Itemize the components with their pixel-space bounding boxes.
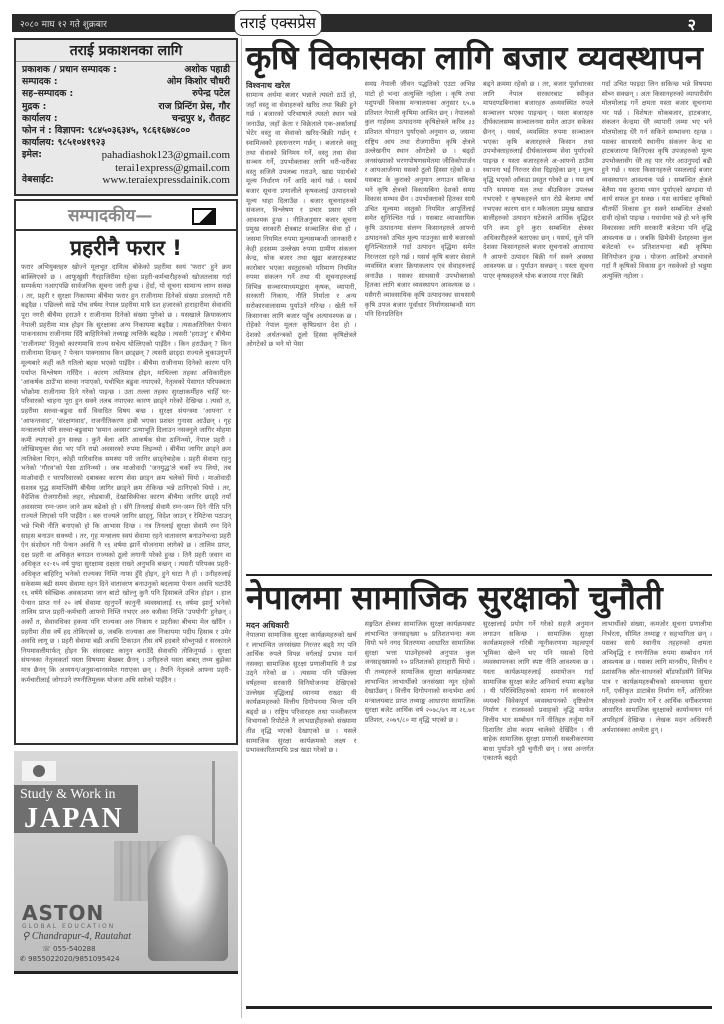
info-row [22,113,230,125]
ad-phone-2: ✆ 9855022020/9851095424 [20,955,120,963]
page-number: २ [687,15,696,34]
article-column [483,620,594,992]
info-label: सम्पादक : [22,76,58,88]
info-row [22,64,230,76]
page-header-bar [12,14,712,32]
website-row [22,174,230,186]
article-text: सुरक्षालाई प्रयोग गर्ने गरेको सहजै अनुमान लगाउन सकिन्छ । सामाजिक सुरक्षा कार्यक्रमहरुले गरिबी न्यूनीकरणमा महत्वपूर्ण भूमिका खेल्ने भए पनि यसको दिगो व्यवस्थापनका लागि स्पष्ट नीति आवश्यक छ । यस्ता कार्यक्रमहरुलाई समायोजन गर्दा सामाजिक सुरक्षा बजेट अनिवार्य रुपमा बढ्नेछ । यी परिस्थितिहरुको सामना गर्न सरकारले व्ययको विवेकपूर्ण व्यवस्थापनको दृष्टिकोण निर्माण र राजस्वको प्रवाहको वृद्धि मार्फत वित्तीय भार सम्बोधन गर्ने नीतिहरु तर्जुमा गर्ने दिशातिर ठोस कदम चालेको देखिँदैन । यी बाहेक सामाजिक सुरक्षा प्रणाली सबलीकरणमा बाधा पुर्याउने थुप्रै चुनौती छन् । जस अन्तर्गत एकातर्फ बढ्दो [483,620,594,763]
publisher-info-title: तराई प्रकाशनका लागि [16,42,236,62]
page-bottom-rule [246,1006,712,1009]
article-text: बढ्ने क्रममा रहेको छ । तर, बजार पूर्वाधारका लागि नेपाल सरकारबाट स्वीकृत मापदण्डबिनाका बजारहरु अव्यवस्थित रुपले सञ्चालन भएका पाइन्छन् । यस्ता बजारहरु दीर्घकालसम्म सञ्चालनमा समेत आउन सकेका छैनन् । यसर्थ, व्यवस्थित रुपमा सञ्चालन भएका कृषि बजारहरुले किसान तथा उपभोक्ताहरुलाई दीर्घकालसम्म सेवा पुर्याएको पाइन्छ र यस्ता बजारहरुले अ-आफ्नो ठाउँमा स्थापना भई निरन्तर सेवा दिइरहेका छन् । मूल्य वृद्धि भएको आँकडा प्रस्तुत गरेको छ । यस वर्ष पनि समयमा मल तथा बीउबिजन उपलब्ध नभएको र कृषकहरुले धान रोप्ने बेलामा वर्षा नभएका कारण धान र मकैजस्ता प्रमुख खाद्यान्न बालीहरुको उत्पादन घटेकाले आर्थिक वृद्धिदर पनि कम हुने कुरा सम्बन्धित क्षेत्रका अधिकारीहरुले बताएका छन् । यसर्थ, धुले पनि देशका किसानहरुले बजार सूचनाको आधारमा नै आफ्नो उत्पादन बिक्री गर्न सक्ने अवस्था आवश्यक छ । पुर्याउन सक्छन् । यस्ता सूचना पाएर कृषकहरुले थोक बजारमा गएर बिक्री [483,80,594,280]
article-column [365,80,476,568]
ad-brand-sub: GLOBAL EDUCATION [22,923,116,930]
pen-paper-icon [192,208,216,225]
article-text: सामान्य अर्थमा बजार भन्नाले त्यस्तो ठाउँ हो, जहाँ वस्तु वा सेवाहरुको खरिद तथा बिक्री हुने गर्छ । बजारको परिभाषाले त्यस्तो स्थान भन्ने जनाउँछ, जहाँ क्रेता र विक्रेताले एक-अर्कालाई भेटेर वस्तु वा सेवाको खरिद-बिक्री गर्छन् र स्वामित्वको हस्तान्तरण गर्छन् । बजारले वस्तु तथा सेवाको विनिमय गर्ने, वस्तु तथा सेवा सञ्चय गर्ने, उपभोक्ताका लागि थरी-थरीका वस्तु सजिलै उपलब्ध गराउने, खाद्य पदार्थको मूल्य निर्धारण गर्ने आदि कार्य गर्छ । यसर्थ बजार सूचना प्रणालीले कृषकलाई उत्पादनको मूल्य थाहा दिलाउँछ । बजार सूचनाहरुको संकलन, विश्लेषण र प्रचार प्रसार पनि आवश्यक हुन्छ । नीतिअनुसार बजार सूचना प्रमुख सरकारी क्षेत्रबाट सञ्चालित सेवा हो । जसमा नियमित रुपमा मूल्यसम्बन्धी जानकारी र केही हदसम्म उल्लेख्य रुपमा ग्रामीण संकलन केन्द्र, थोक बजार तथा खुद्रा बजारहरुबाट कारोबार भएका वस्तुहरुको परिमाण नियमित रुपमा संकलन गर्ने तथा यी सूचनाहरुलाई विभिन्न सञ्चारमाध्यमद्वारा कृषक, व्यापारी, सरकारी निकाय, नीति निर्माता र अन्य सरोकारवालासम्म पुर्याउने गरिन्छ । खेती गर्ने किसानका लागि बजार पहुँच अत्यावश्यक छ । रोहेको नेपाल मूलतः कृषिप्रधान देश हो । देशको अर्थतन्त्रको ठूलो हिस्सा कृषिक्षेत्रले ओगटेको छ भने यो पेसा [246,91,357,349]
info-row [22,88,230,100]
email-link[interactable]: terai1express@gmail.com [115,161,230,174]
info-row [22,101,230,113]
info-value: चन्द्रपुर ४, रौतहट [171,112,230,124]
article-column [365,620,476,992]
website-link[interactable]: www.teraiexpressdainik.com [102,173,230,186]
email-label: इमेल: [22,149,42,161]
phone-text: फोन नं : विज्ञापन: ९८४५०३६३४५, ९८६१६७४८०० [22,125,191,137]
info-value: अशोक पहाडी [184,64,230,75]
email-link[interactable]: pahadiashok123@gmail.com [101,149,230,162]
ad-line2: JAPAN [24,803,124,834]
article-column [246,620,357,992]
article-column [602,620,713,992]
column-divider [241,38,242,1018]
article-headline: कृषि विकासका लागि बजार व्यवस्थापन [246,38,703,77]
ad-address: ⚲ Chandrapur-4, Rautahat [22,931,132,942]
article-text: लाभार्थीको संख्या, कमजोर सूचना प्रणालीमा निर्भरता, सीमित तथ्याङ्क र सहभागिता छन् । यसका साथै स्थानीय तहहरुको क्षमता अभिवृद्धि र रणनीतिक रुपमा सम्बोधन गर्न आवश्यक छ । यसका लागि मानवीय, वित्तीय र प्रशासनिक स्रोत-साधनको बाँडफाँडसँगै विभिन्न पात्र र कार्यक्रमहरुबीचको समन्वयमा सुधार गर्ने, एकीकृत डाटाबेस निर्माण गर्ने, अतिरिक्त स्रोतहरुको उपयोग गर्ने र आर्थिक वर्गीकरणमा आधारित सामाजिक सुरक्षाको कार्यान्वयन गर्न अपरिहार्य देखिन्छ । लेखक मदन अधिकारी अर्थशास्त्रका अध्येता हुन् । [601,620,712,734]
ad-line1: Study & Work in [20,787,116,802]
article-text: गर्दा उचित फाइदा लिन सकिन्छ भन्ने विषयमा सोच्न सक्छन् । अतः किसानहरुको व्यापारीसँग मोलमोलाइ गर्ने क्षमता यस्ता बजार सूचनामा भर पर्छ । विशेषतः थोकबजार, हाटबजार, संकलन केन्द्रमा धेरै व्यापारी जम्मा भए भने मोलमोलाइ धेरै गर्न सकिने सम्भावना रहन्छ । यसका साथसाथै स्थानीय संकलन केन्द्र वा हाटबजारमा किनिएका कृषि उपजहरुको मूल्य उपभोक्तासँग धेरै तह पार गरेर आउनुपर्दा बढी हुने गर्छ । यस्ता किसानहरुले पसललाई बजार व्यवस्थापन आवश्यक पर्छ । सम्बन्धित क्षेत्रले बेलैमा यस कुरामा ध्यान पुर्याएको खण्डमा यो कार्य सफल हुन सक्छ । यस कार्यबाट कृषिको चौतर्फी विकास हुन सक्ने सम्बन्धित क्षेत्रको दावी रहेको पाइन्छ । यथार्थमा भन्ने हो भने कृषि विकासका लागि सरकारी बजेटमा पनि वृद्धि आवश्यक छ । जबकि छिमेकी देशहरुमा कुल बजेटको १० प्रतिशतभन्दा बढी कृषिमा विनियोजन हुन्छ । योजना आदिको अभावले गर्दा नै कृषिको विकास हुन नसकेको हो भन्नुमा अत्युक्ति नहोला । [601,80,712,280]
article-separator [246,574,712,576]
info-label: मुद्रक : [22,100,47,112]
publisher-info-box [14,38,238,196]
article-column [483,80,594,568]
editorial-headline: प्रहरीनै फरार ! [70,236,182,260]
website-label: वेबसाईट: [22,173,54,185]
info-value: रुपेन्द्र पटेल [192,88,230,100]
article-social-security [246,578,712,992]
ad-address-text: Chandrapur-4, Rautahat [31,931,132,942]
editorial-body: फरार अभियुक्तहरु खोज्ने मूलभूत दायित्व बोकेको प्रहरीमा स्वयं 'फरार' हुने क्रम बाक्लिएको छ । आफूखुसी गैरहाजिरीमा रहेका प्रहरी-कर्मचारीहरुको खोजतलास गर्दा सम्पर्कमा नआएपछि सार्वजनिक सूचना जारी हुन्छ । हेर्दा, यो सूचना सामान्य लाग्न सक्छ । तर, प्रहरी र सुरक्षा निकायमा बीचैमा फरार हुन राजीनामा दिनेको संख्या डरलाग्दो गरी बढ्दैछ । पछिल्लो साढे पाँच वर्षमा नेपाल प्रहरीमा मात्रै दश हजारको हाराहारीमा सेवावधि पूरा नगरी बीचैमा हराउने र राजीनामा दिनेको संख्या पुगेको छ । यसखाले क्रियाकलाप नेपाली प्रहरीमा मात्र होइन कि सुरक्षाका अन्य निकायमा बढ्दैछ । त्यसअतिरिक्त पेन्सन पाकनासाथ राजीनामा दिँदै बाहिरिनेको तथ्याङ्क त्यत्तिकै बढ्दैछ । त्यसरी 'हराउनु' र बीचैमा 'राजीनामा' दिनुको कारणमाथि राज्य सचेत्य घोत्लिएको पाइँदैन । किन हराउँछन् ? किन राजीनामा दिन्छन् ? पेन्सन पाक्नासाथ किन छाड्छन् ? त्यसरी छाड्दा राज्यले चुकाउनुपर्ने मूल्यबारे कहीं कतै गतिलो बहस भएको पाइँदैन । बीचैमा राजीनामा दिनेको कारण पनि पर्याप्त विश्लेषण गरिँदैन । कारण त्यतिमात्र होइन, माथिल्ला तहका अधिकारीहरु 'आकर्षक ठाउँ'मा सरुवा नपाएको, यथोचित बढुवा नपाएको, नेतृत्वको पेसागत परिपक्वता भोक्रोमा राजीनामा दिने गरेको पाइन्छ । उता तल्ला तहका सुरक्षाकर्मीहरु चाहिँ घर-परिवारको चाहना पूरा हुन सक्ने तलब नपाएका कारण छाड्ने गरेको देखिन्छ । त्यसो त, प्रहरीमा सरुवा-बढुवा सधैं विवादित विषय बन्छ । सुरक्षा संयन्त्रमा 'आफ्ना' र 'आफन्तवाद', 'संरक्षणवाद', राजनीतिकरण हाबी भएका प्रशस्त गुनासा आउँछन् । गृह मन्त्रालयले पनि सरुवा-बढुवामा 'समान अवसर' प्रत्याभूति दिलाउन नसक्नुले जागिर मोहमा कमी ल्याएको हुन सक्छ । कुनै बेला अति आकर्षक सेवा ठानिन्थ्यो, नेपाल प्रहरी । जोखिमयुक्त सेवा भए पनि राम्रो अवसरको रुपमा लिइन्थ्यो । बीचैमा जागिर छाड्ने क्रम त्यतिबेला थिएन, कोही पारिवारिक समस्या परी जागिर छाड्नेबाहेक । प्रहरी सेवामा रहनु भनेको 'गौरव'को पेसा ठानिन्थ्यो । जब माओवादी 'जनयुद्ध'ले चर्को रुप लियो, तब माओवादी र घरपरिवारको दबाबका कारण सेवा छाड्न क्रम चलेको थियो । माओवादी सशस्त्र युद्ध समाप्तिसँगै बीचैमा जागिर छाड्ने क्रम रोकिन्छ भन्ने ठानिएको थियो । तर, वैदेशिक रोजगारीको लहर, लोडबाजी, देखासिकीका कारण बीचैमा जागिर छाड्दै नयाँ अवसरमा रम्न-जम्न जाने क्रम बढेको हो । सँगै तिनलाई सेवामै रम्न-जम्न दिने नीति पनि राज्यले लिएको पनि पाइँदैन । बरु राज्यले जागिर छाड्नु, विदेश जाउन् र रेमिटेन्स पठाउन् भन्ने भित्री नीति बनाएको हो कि आभास दिन्छ । नत्र तिनलाई सुरक्षा सेवामै रम्न दिने साहस बनाउन सक्थ्यो । तर, गृह मन्त्रालय स्वयं सेवामा रहने वातावरण बनाउनेभन्दा प्रहरी ऐन संशोधन गरी पेन्सन अवधि नै १६ वर्षमा झार्ने योजनामा लागेको छ । तालिम प्राप्त, दक्ष प्रहरी वा अधिकृत बनाउन राज्यको ठूलो लगानी परेको हुन्छ । तिनै प्रहरी जवान वा अधिकृत १२-१५ वर्ष पुग्दा सुरक्षामा दक्षता राख्ने अनुभवि बन्छन् । त्यसरी परिपक्व प्रहरी-अधिकृत बाहिरिनु भनेको राज्यका निम्ति नाफा हुँदै होइन, हुने घाटा नै हो । उनीहरुलाई सकेसम्म बढी समय सेवामा रहन दिने वातावरण बनाउनुको बदलामा पेन्सन अवधि घटाउँदै १६ वर्षमै स्वेच्छिक अवकाशमा जान बाटो खोल्नु कुनै पनि हिसाबले उचित होइन । हाल पेन्सन प्राप्त गर्न २० वर्ष सेवामा रहनुपर्ने कानुनी व्यवस्थालाई १६ वर्षमा झार्नु भनेको तालिम प्राप्त प्रहरी-कर्मचारी आफ्नो निम्ति नभएर अरु कसैका निम्ति 'उपयोगी' हुनेछन् । अर्को त, सेवावधिका हकमा पनि राज्यका अरु निकाय र प्रहरीका बीचमा मेल खाँदैन । प्रहरीमा तीस वर्षे हद तोकिएको छ, जबकि राज्यका अरु निकायमा पदीय हिसाब र उमेर अवधि लागू छ । प्रहरी सेवामा बढी अवधि टिकाउन तीस वर्षे हदबारे सोच्नुपर्छ र सरकारले नियमावलीमार्फत् होइन कि संसदबाट कानुन बनाउँदै सेवावधि तोकिनुपर्छ । सुरक्षा संयन्त्रका नेतृत्वकर्ता यस्ता विषयमा बेखबर छैनन् । उनीहरुले यस्ता बाबत् तथ्य बुझेका मात्र छैनन् कि अध्ययन/अनुसन्धानसमेत गराएका छन् । तैपनि नेतृत्वले आफ्ना प्रहरी-कर्मचारीलाई जोगाउने रणनीतिमूलक योजना अघि सारेको पाइँदैन । [21,263,231,684]
ad-phone-1-text: 055-540288 [52,945,96,953]
article-text: नेपालमा सामाजिक सुरक्षा कार्यक्रमहरुको खर्च र लाभान्वित जनसंख्या निरन्तर बढ्दै गए पनि आर्थिक रुपले विपन्न वर्गलाई प्रभाव पार्न नसक्दा सामाजिक सुरक्षा प्रणालीमाथि नै प्रश्न उठ्ने गरेको छ । त्यसमा पनि पछिल्ला वर्षहरुमा सरकारी विनियोजनमा देखिएको उल्लेख्य वृद्धिलाई ध्यानमा राख्दा यी कार्यक्रमहरुको वित्तीय दिगोपनमा चिन्ता पनि बढ्दो छ । राष्ट्रिय परिवारहरु तथा पञ्जीकरण विभागको रिपोर्टले नै लाभग्राहीहरुको संख्यामा तीव्र वृद्धि भएको देखाएको छ । यसले सामाजिक सुरक्षा कार्यक्रमको लक्ष्य र प्रभावकारितामाथि प्रश्न खडा गरेको छ । [246,631,357,755]
ad-brand-logo: ASTON [22,901,105,925]
article-text: समग्र नेपाली जीवन पद्धतिको एउटा अभिन्न पाटो हो भन्दा अत्युक्ति नहोला । कृषि तथा पशुपन्छी विकास मन्त्रालयका अनुसार ६५.७ प्रतिशत नेपाली कृषिमा आश्रित छन् । नेपालको कुल गार्हस्थ्य उत्पादनमा कृषिक्षेत्रले करिब ३३ प्रतिशत योगदान पुर्याएको अनुमान छ, जसमा राष्ट्रिय आय तथा रोजगारीमा कृषि क्षेत्रले उल्लेखनीय स्थान ओगटेको छ । बढ्दो जनसंख्याको भरणपोषणसमेतमा जीविकोपार्जन र आयआर्जनमा यसको ठूलो हिस्सा रहेको छ । यसबाट के कुराको अनुमान लगाउन सकिन्छ भने कृषि क्षेत्रको विकासबिना देशको समग्र विकास सम्भव छैन । उपभोक्ताको हितका साथै उचित मूल्यमा वस्तुको नियमित आपूर्तिलाई समेत सुनिश्चित गर्छ । यसबाट व्यावसायिक कृषि उत्पादनमा संलग्न किसानहरुले आफ्नो उत्पादनको उचित मूल्य पाउनुका साथै बजारको सुनिश्चिततालेे गर्दा उत्पादन वृद्धिमा समेत निरन्तरता रहने गर्छ । यसर्थ कृषि बजार सेवाले व्यवस्थित बजार क्रियाकलाप एवं सेवाहरुलाई जनाउँछ । यसका साथसाथै उपभोक्ताको हितका लागि बजार व्यवस्थापन आवश्यक छ । यसैगरी व्यावसायिक कृषि उत्पादनका साथसाथै कृषि उपज बजार पूर्वाधार निर्माणसम्बन्धी माग पनि दिनप्रतिदिन [364,80,475,319]
editorial-header [14,199,238,231]
left-column [14,38,238,974]
email-row [22,149,230,161]
phone-row [22,125,230,137]
ad-phone-2-text: 9855022020/9851095424 [28,955,120,963]
article-byline: विश्वनाथ खरेल [246,81,291,90]
article-headline: नेपालमा सामाजिक सुरक्षाको चुनौती [246,578,663,617]
article-columns [246,80,712,568]
info-row [22,76,230,88]
editorial-box [14,231,238,745]
masthead: तराई एक्सप्रेस [234,10,322,36]
info-label: सह–सम्पादक : [22,88,74,100]
article-column [246,80,357,568]
article-columns [246,620,712,992]
issue-date: २०८० माघ १२ गते शुक्रबार [20,20,107,30]
student-photo [148,835,228,961]
tower-image [212,761,215,851]
advertisement[interactable] [14,751,238,974]
editorial-label: सम्पादकीय— [68,206,153,226]
article-agriculture [246,38,712,568]
info-label: कार्यालय : [22,112,58,124]
article-column [602,80,713,568]
article-text: सङ्गठित क्षेत्रका सामाजिक सुरक्षा कार्यक्रमबाट लाभान्वित जनसङ्ख्या ७ प्रतिशतभन्दा कम थियो भने नगद वितरणमा आधारित सामाजिक सुरक्षा भत्ता पाउनेहरुको अनुपात कुल जनसङ्ख्याको १० प्रतिशतको हाराहारी थियो । यी तथ्यहरुले सामाजिक सुरक्षा कार्यक्रमबाट लाभान्वित लाभार्थीको जनसंख्या न्यून रहेको देखाउँछन् । वित्तीय दिगोपनाको सन्दर्भमा अर्थ मन्त्रालयबाट प्राप्त तथ्याङ्क आधारमा सामाजिक सुरक्षा बजेट आर्थिक वर्ष २०७८/७९ मा २६.७१ प्रतिशत, २०७९/८० मा वृद्धि भएको छ । [364,620,475,724]
japan-flag-icon [22,761,56,781]
office-phone-row [22,137,230,149]
ad-phone-1: ☏ 055-540288 [42,945,96,953]
article-byline: मदन अधिकारी [246,621,289,630]
info-value: राज प्रिन्टिंग प्रेस, गौर [158,100,230,112]
info-label: प्रकाशक / प्रधान सम्पादक : [22,64,117,75]
info-value: ओम किशोर चौधरी [166,76,230,88]
office-phone-text: कार्यालय: ९८५१०४१९२३ [22,137,106,149]
email-row [22,162,230,174]
